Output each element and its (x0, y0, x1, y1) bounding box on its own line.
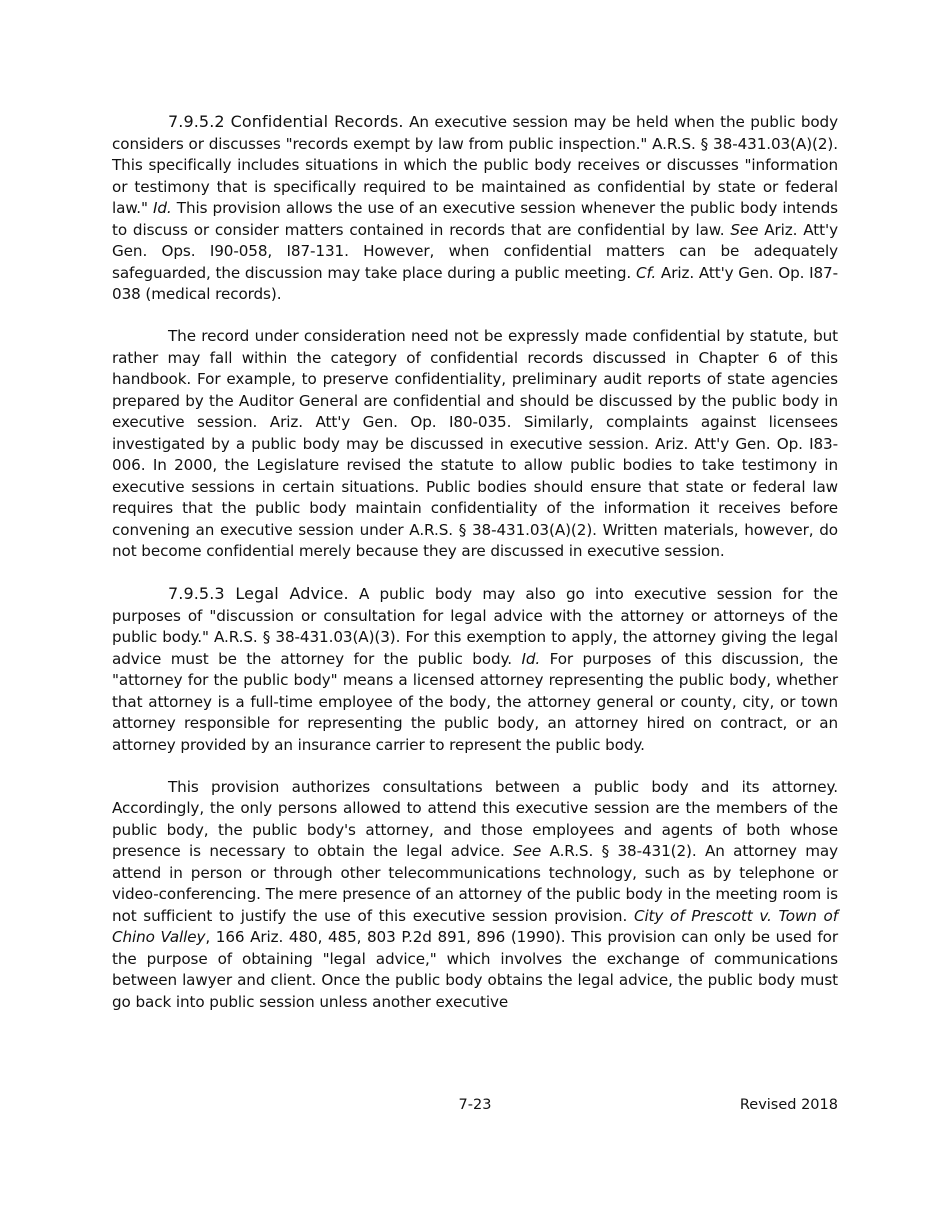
revision-note: Revised 2018 (739, 1097, 838, 1113)
legal-advice-paragraph: 7.9.5.3 Legal Advice. A public body may also go into executive session for the purposes of "discussion or consultation for legal advice with the attorney or attorneys of the public body." A.R.S. § 38-431.03(A)(3). For this exemption to apply, the attorney giving the legal advice must be the attorney for the public body. Id. For purposes of this discussion, the "attorney for the public body" means a licensed attorney representing the public body, whether that attorney is a full-time employee of the body, the attorney general or county, city, or town attorney responsible for representing the public body, an attorney hired on contract, or an attorney provided by an insurance carrier to represent the public body. (112, 584, 839, 754)
confidential-records-followup-paragraph: The record under consideration need not be expressly made confidential by statute, but rather may fall within the category of confidential records discussed in Chapter 6 of this handbook. For example, to preserve confidentiality, preliminary audit reports of state agencies prepared by the Auditor General are confidential and should be discussed by the public body in executive session. Ariz. Att'y Gen. Op. I80-035. Similarly, complaints against licensees investigated by a public body may be discussed in executive session. Ariz. Att'y Gen. Op. I83-006. In 2000, the Legislature revised the statute to allow public bodies to take testimony in executive sessions in certain situations. Public bodies should ensure that state or federal law requires that the public body maintain confidentiality of the information it receives before convening an executive session under A.R.S. § 38-431.03(A)(2). Written materials, however, do not become confidential merely because they are discussed in executive session. (112, 327, 838, 560)
section-heading-7-9-5-2: 7.9.5.2 Confidential Records. (168, 112, 404, 131)
section-heading-7-9-5-3: 7.9.5.3 Legal Advice. (168, 584, 349, 603)
page-footer (112, 1097, 838, 1117)
case-citation: City of Prescott v. Town of Chino Valley (112, 906, 838, 946)
document-body (112, 111, 838, 1034)
confidential-records-paragraph: 7.9.5.2 Confidential Records. An executive session may be held when the public body considers or discusses "records exempt by law from public inspection." A.R.S. § 38-431.03(A)(2). This specifically includes situations in which the public body receives or discusses "information or testimony that is specifically required to be maintained as confidential by state or federal law." Id. This provision allows the use of an executive session whenever the public body intends to discuss or consider matters contained in records that are confidential by law. See Ariz. Att'y Gen. Ops. I90-058, I87-131. However, when confidential matters can be adequately safeguarded, the discussion may take place during a public meeting. Cf. Ariz. Att'y Gen. Op. I87-038 (medical records). (112, 112, 838, 303)
page-number: 7-23 (458, 1097, 492, 1113)
legal-advice-followup-paragraph: This provision authorizes consultations between a public body and its attorney. Accordingly, the only persons allowed to attend this executive session are the members of the public body, the public body's attorney, and those employees and agents of both whose presence is necessary to obtain the legal advice. See A.R.S. § 38-431(2). An attorney may attend in person or through other telecommunications technology, such as by telephone or video-conferencing. The mere presence of an attorney of the public body in the meeting room is not sufficient to justify the use of this executive session provision. City of Prescott v. Town of Chino Valley, 166 Ariz. 480, 485, 803 P.2d 891, 896 (1990). This provision can only be used for the purpose of obtaining "legal advice," which involves the exchange of communications between lawyer and client. Once the public body obtains the legal advice, the public body must go back into public session unless another executive (112, 777, 838, 1011)
